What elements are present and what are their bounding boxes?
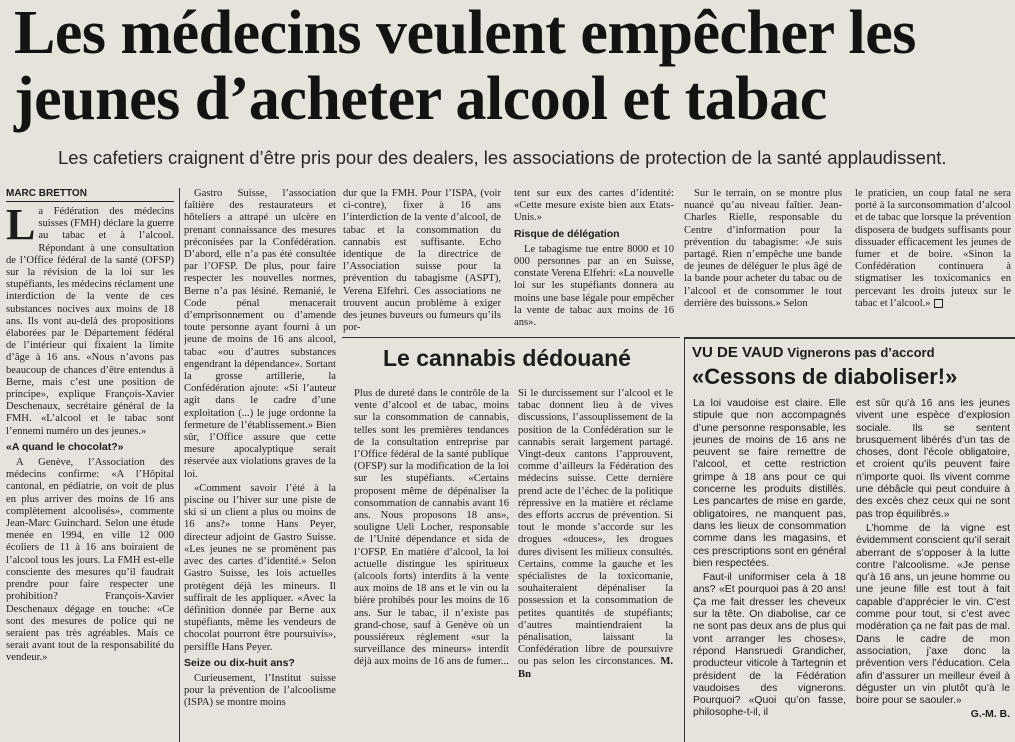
paragraph: L’homme de la vigne est évidemment conscient qu’il serait aberrant de s’opposer à la lutte contre l’alcoolisme. «Je pense qu’à 16 ans, un jeune homme ou une jeune fille est tout à fait capable d’apprécier le vin. C’est comme pour tout, si c’est avec modération ça ne fait pas de mal. Dans le cadre de mon association, j’axe donc la prévention vers l’éducation. Cela afin d’assurer un meilleur éveil à déguster un vin plutôt qu’à le boire pour se saouler.» (856, 522, 1010, 707)
cannabis-box-title: Le cannabis dédouané (383, 345, 631, 371)
article-column-2 (184, 188, 336, 742)
article-column-1 (6, 206, 174, 742)
cannabis-box-top-rule (342, 337, 680, 338)
paragraph: Si le durcissement sur l’alcool et le tabac donnent lieu à de vives discussions, l’assouplissement de la position de la Confédération sur le cannabis serait largement partagé. Vingt-deux cantons l’approuvent, comme d’ailleurs la Fédération des médecins suisse. Cette dernière prend acte de l’échec de la politique répressive en la matière et réclame des efforts accrus de prévention. Si tout le monde s’accorde sur les drogues «douces», les drogues dures divisent les milieux consultés. Certains, comme la gauche et les spécialistes de la toxicomanie, souhaiteraient dépénaliser la possession et la consommation de petites quantités de stupéfiants; d’autres maintiendraient la pénalisation, laissant la Confédération libre de poursuivre ou pas selon les circonstances. M. Bn (518, 388, 673, 680)
headline: Les médecins veulent empêcher les jeunes d’acheter alcool et tabac (14, 0, 916, 133)
vaud-kicker (692, 344, 1010, 362)
vaud-box-top-rule (684, 337, 1015, 339)
cannabis-left-column (354, 388, 509, 740)
signature: G.-M. B. (970, 709, 1010, 721)
vaud-right-column (856, 398, 1010, 740)
vaud-kicker-label: VU DE VAUD (692, 344, 784, 361)
paragraph: est sûr qu’à 16 ans les jeunes vivent une espèce d’explosion sociale. Ils se sentent brusquement libérés d’un tas de choses, dont l’école obligatoire, et croient qu’ils peuvent faire n’importe quoi. Ils vivent comme une débâcle qui peut conduire à des excès chez ceux qui ne sont pas trop équilibrés.» (856, 398, 1010, 520)
paragraph: Gastro Suisse, l’association faîtière des restaurateurs et hôteliers a attrapé un ulcère en prenant connaissance des mesures préconisées par la Confédération. D’abord, elle n’a pas été consultée par l’OFSP. De plus, pour faire respecter les nouvelles normes, Berne n’a pas lésiné. Remanié, le Code pénal menacerait d’emprisonnement ou d’amende toute personne ayant fourni à un jeune de moins de 16 ans alcool, tabac «ou d’autres substances engendrant la dépendance». Sortant la grosse artillerie, la Confédération ajoute: «Si l’auteur agit dans le cadre d’une exploitation (...) le juge ordonne la fermeture de l’établissement.» Bien sûr, l’Office assure que cette mesure apocalyptique serait réservée aux violations graves de la loi. (184, 188, 336, 480)
cannabis-right-column (518, 388, 673, 740)
subheading-risque: Risque de délégation (514, 227, 620, 240)
dropcap: L (6, 206, 36, 249)
subheadline: Les cafetiers craignent d’être pris pour des dealers, les associations de protection de la santé applaudissent. (58, 147, 947, 168)
lead-paragraph: La Fédération des médecins suisses (FMH) déclare la guerre au tabac et à l’alcool. Répondant à une consultation de l’Office fédéral de la santé (OFSP) sur la révision de la loi sur les stupéfiants, les médecins réclament une interdiction de la vente de ces substances nocives aux moins de 18 ans. Ils vont au-delà des propositions élaborées par le Département fédéral de l’intérieur qui fixaient la limite d’âge à 16 ans. «Nous n’avons pas beaucoup de chances d’être entendus à Berne, mais c’est une position de principe», explique François-Xavier Deschenaux, secrétaire général de la FMH. «L’alcool et le tabac sont l’ennemi numéro un des jeunes.» (6, 206, 174, 437)
paragraph: Plus de dureté dans le contrôle de la vente d’alcool et de tabac, moins sur la consommation de cannabis, telles sont les premières tendances de la consultation entreprise par l’Office fédéral de la santé publique (OFSP) sur la modification de la loi sur les stupéfiants. «Certains proposent même de dépénaliser la consommation de cannabis avant 16 ans. Nous proposons 18 ans», souligne Ueli Locher, responsable de l’Unité dépendance et sida de l’OFSP. En matière d’alcool, la loi actuelle distingue les spiritueux (alcools forts) interdits à la vente aux moins de 18 ans et le vin ou la bière prohibés pour les moins de 16 ans. Sur le tabac, il n’existe pas grand-chose, sauf à Genève où un poussiéreux règlement «sur la surveillance des mineurs» interdit déjà aux moins de 16 ans de fumer... (354, 388, 509, 668)
article-column-5 (684, 188, 842, 334)
article-column-6 (855, 188, 1011, 334)
column-divider (179, 188, 180, 742)
paragraph: Curieusement, l’Institut suisse pour la prévention de l’alcoolisme (ISPA) se montre moins (184, 672, 336, 709)
vaud-left-column (693, 398, 846, 740)
vaud-box-divider (684, 337, 685, 742)
paragraph: dur que la FMH. Pour l’ISPA, (voir ci-contre), fixer à 16 ans l’interdiction de la vente d’alcool, de tabac et la consommation du cannabis est suffisante. Echo identique de la directrice de l’Association suisse pour la prévention du tabagisme (ASPT), Verena Elfehri. Ces associations ne trouvent aucun problème à exiger des jeunes buveurs ou fumeurs qu’ils por- (343, 188, 501, 334)
article-column-4 (514, 188, 674, 334)
paragraph: tent sur eux des cartes d’identité: «Cette mesure existe bien aux Etats-Unis.» (514, 188, 674, 224)
paragraph: «Comment savoir l’été à la piscine ou l’hiver sur une piste de ski si un client a plus ou moins de 16 ans?» tonne Hans Peyer, directeur adjoint de Gastro Suisse. «Les jeunes ne se promènent pas avec des cartes d’identité.» Selon Gastro Suisse, les lois actuelles protègent déjà les mineurs. Il suffirait de les appliquer. «Avec la définition donnée par Berne aux stupéfiants, même les vendeurs de chocolat pourront être poursuivis», persiffle Hans Peyer. (184, 482, 336, 653)
subheading-seize-ou-dix-huit: Seize ou dix-huit ans? (184, 656, 295, 669)
paragraph: Faut-il uniformiser cela à 18 ans? «Et pourquoi pas à 20 ans! Ça me fait dresser les cheveux sur la tête. On diabolise, car ce ne sont pas deux ans de plus qui vont arranger les choses», répond Hansruedi Grandicher, producteur viticole à Tartegnin et président de la Fédération vaudoises des vignerons. Pourquoi? «Quoi qu’on fasse, philosophe-t-il, il (693, 572, 846, 719)
end-mark-icon (934, 299, 943, 308)
paragraph: Sur le terrain, on se montre plus nuancé qu’au niveau faîtier. Jean-Charles Rielle, responsable du Centre d’information pour la prévention du tabagisme: «Je suis partagé. Rien n’empêche une bande de jeunes de déléguer le plus âgé de la bande pour acheter du tabac ou de l’alcool et de consommer le tout derrière des buissons.» Selon (684, 188, 842, 309)
paragraph: Le tabagisme tue entre 8000 et 10 000 personnes par an en Suisse, constate Verena Elfehri: «La nouvelle loi sur les stupéfiants donnera au moins une base légale pour empêcher la vente de tabac aux moins de 16 ans». (514, 243, 674, 329)
vaud-title: «Cessons de diaboliser!» (692, 364, 958, 389)
paragraph: A Genève, l’Association des médecins confirme: «A l’Hôpital cantonal, en pédiatrie, on voit de plus en plus arriver des moins de 16 ans complètement alcoolisés», commente Jean-Marc Guinchard. Selon une étude menée en 1994, en ville 12 000 écoliers de 11 à 16 ans boiraient de l’alcool tous les jours. La FMH est-elle consciente des mesures qu’il faudrait prendre pour faire respecter une prohibition? François-Xavier Deschenaux dégage en touche: «Ce sont des mesures de police qui ne seraient pas très agréables. Mais ce serait avant tout de la responsabilité du vendeur.» (6, 457, 174, 664)
paragraph: le praticien, un coup fatal ne sera porté à la surconsommation d’alcool et de tabac que lorsque la prévention disposera de budgets suffisants pour dissuader efficacement les jeunes de fumer et de boire. «Sinon la Confédération continuera à stigmatiser les toxicomanics en percevant les droits juteux sur le tabac et l’alcool.» (855, 188, 1011, 309)
vaud-kicker-sub: Vignerons pas d’accord (787, 345, 935, 360)
paragraph: La loi vaudoise est claire. Elle stipule que non accompagnés d’une personne responsable, les jeunes de moins de 16 ans ne peuvent se faire remettre de l’alcool, et cette restriction grimpe à 18 ans pour ce qui concerne les produits distillés. Les pancartes de mise en garde, obligatoires, ne manquent pas, dans les lieux de consommation comme dans les magasins, et ces prescriptions sont en général bien respectées. (693, 398, 846, 569)
signature: M. Bn (518, 656, 673, 680)
subheading-chocolat: «A quand le chocolat?» (6, 440, 124, 453)
article-column-3 (343, 188, 501, 334)
byline: MARC BRETTON (6, 188, 174, 202)
